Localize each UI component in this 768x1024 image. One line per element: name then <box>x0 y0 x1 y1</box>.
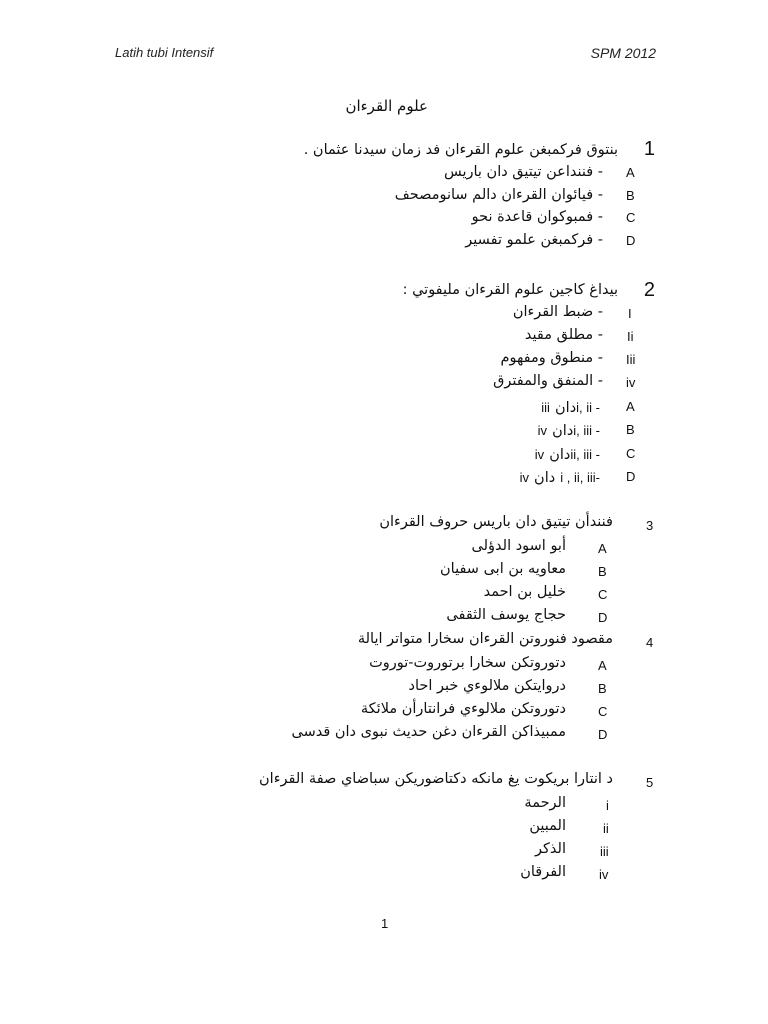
item-text: - مطلق مقيد <box>524 327 603 343</box>
question-number: 4 <box>646 635 654 650</box>
option-text: - فركمبغن علمو تفسير <box>465 232 603 248</box>
option-label: B <box>598 564 607 579</box>
option-label: C <box>598 704 608 719</box>
option-label: C <box>626 446 636 461</box>
option-text: - فنندا‌عن تيتيق دان باريس <box>443 164 603 180</box>
option-dan: دان <box>534 470 556 486</box>
option-last: iv <box>519 470 529 485</box>
option-label: A <box>598 658 607 673</box>
option-dan: دان <box>555 400 577 416</box>
item-label: Iii <box>626 352 636 367</box>
item-text: الفرقان <box>520 864 566 880</box>
item-label: i <box>606 798 609 813</box>
option-text <box>520 467 600 486</box>
option-roman: i, iii - <box>573 423 600 438</box>
option-label: C <box>598 587 608 602</box>
option-text: - فمبوكوان قاعدة نحو <box>471 209 603 225</box>
header-right: SPM 2012 <box>590 45 656 61</box>
option-last: iv <box>534 447 545 462</box>
option-label: A <box>626 165 635 180</box>
option-dan: دان <box>549 447 571 463</box>
item-label: iv <box>599 867 609 882</box>
option-text: دتوروتكن ملالوءي فرانتارأن ملائكة <box>360 701 566 717</box>
option-label: D <box>598 727 608 742</box>
option-text: حجاج يوسف الثقفى <box>446 607 566 623</box>
item-text: - المنفق والمفترق <box>493 373 603 389</box>
page-number: 1 <box>381 916 389 931</box>
option-label: D <box>626 233 636 248</box>
item-text: الذكر <box>535 841 566 857</box>
option-label: D <box>598 610 608 625</box>
item-text: المبين <box>529 818 566 834</box>
option-text: ممبيذاكن القرءان دغن حديث نبوى دان قدسى <box>291 724 566 740</box>
item-label: iii <box>600 844 609 859</box>
question-number: 5 <box>646 775 654 790</box>
option-text: - فيائوان القرءان دالم سانومصحف <box>394 187 603 203</box>
option-last: iii <box>541 400 550 415</box>
option-text: دتوروتكن سخارا برتوروت-توروت <box>369 655 566 671</box>
option-label: C <box>626 210 636 225</box>
option-label: B <box>598 681 607 696</box>
option-text <box>538 420 600 439</box>
option-label: A <box>626 399 635 414</box>
option-roman: i , ii, iii- <box>560 470 600 485</box>
item-label: ii <box>603 821 609 836</box>
item-label: iv <box>626 375 636 390</box>
option-text: أبو اسود الدؤلى <box>471 538 566 554</box>
option-label: B <box>626 422 635 437</box>
header-left: Latih tubi Intensif <box>115 45 214 60</box>
option-text <box>541 397 600 416</box>
option-label: D <box>626 469 636 484</box>
option-last: iv <box>537 423 548 438</box>
question-stem: فنندأن تيتيق دان باريس حروف القرءان <box>379 514 613 530</box>
question-number: 1 <box>643 138 655 160</box>
item-label: I <box>628 306 632 321</box>
item-text: - منطوق ومفهوم <box>500 350 603 366</box>
option-dan: دان <box>552 423 574 439</box>
option-label: B <box>626 188 635 203</box>
question-number: 2 <box>643 279 655 301</box>
option-text: خليل بن احمد <box>483 584 566 600</box>
question-stem: مقصود فنوروتن القرءان سخارا متواتر ايالة <box>357 631 613 647</box>
page-title: علوم القرءان <box>345 97 428 115</box>
question-stem: د انتارا بريكوت يغ مانكه دكتاضوريكن سباضاي صفة القرءان <box>259 771 613 787</box>
option-roman: ii, iii - <box>570 447 600 462</box>
question-stem: بيداغ كاجين علوم القرءان مليفوتي : <box>402 282 618 298</box>
option-roman: i, ii - <box>576 400 600 415</box>
item-text: الرحمة <box>524 795 566 811</box>
option-text: دروايتكن ملالوءي خبر احاد <box>408 678 566 694</box>
option-text <box>535 444 600 463</box>
question-stem: بنتوق فركمبغن علوم القرءان فد زمان سيدنا عثمان . <box>303 142 618 158</box>
option-text: معاويه بن ابى سفيان <box>440 561 566 577</box>
item-label: Ii <box>627 329 634 344</box>
question-number: 3 <box>646 518 654 533</box>
option-label: A <box>598 541 607 556</box>
item-text: - ضبط القرءان <box>512 304 603 320</box>
